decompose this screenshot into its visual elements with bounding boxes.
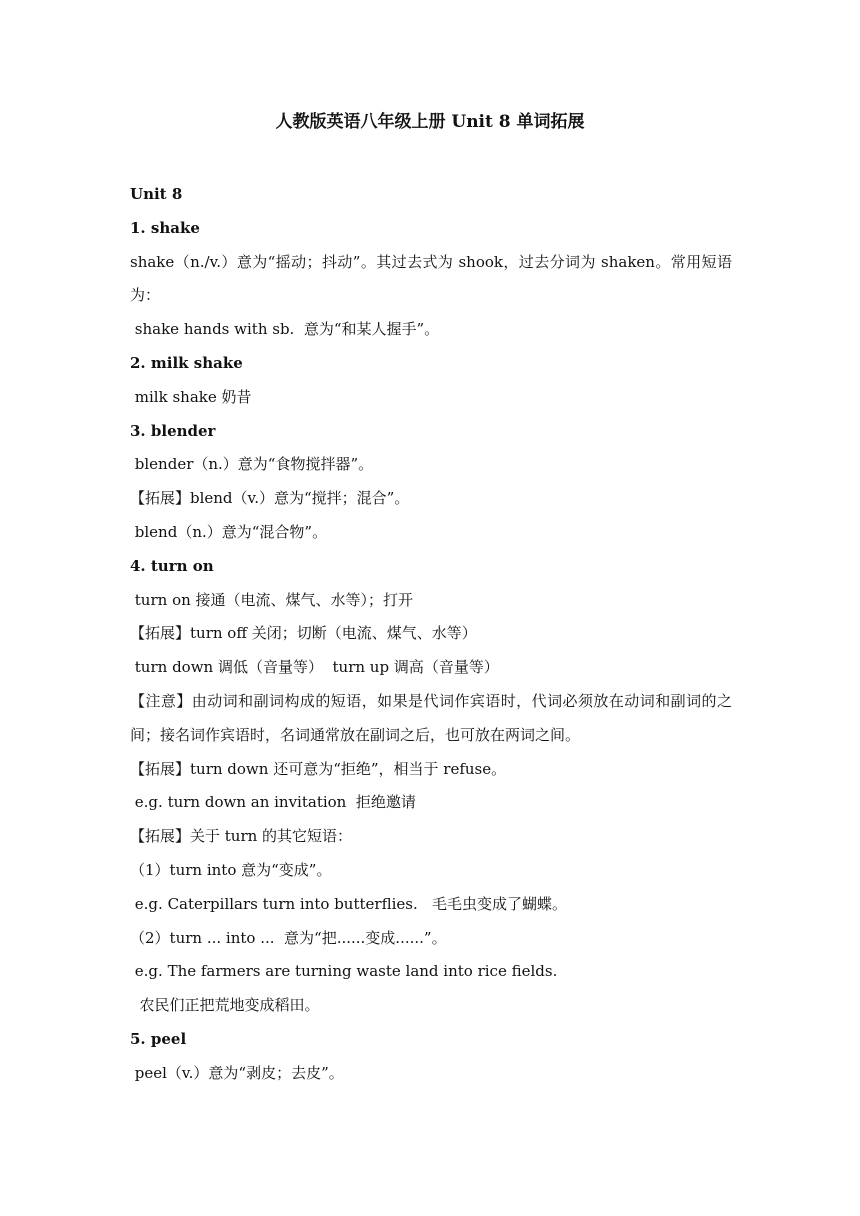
document-body [130, 178, 732, 1091]
text-line: 【拓展】turn down 还可意为“拒绝”，相当于 refuse。 [130, 759, 507, 778]
text-line: peel（v.）意为“剥皮；去皮”。 [130, 1063, 344, 1082]
text-line: 【拓展】blend（v.）意为“搅拌；混合”。 [130, 489, 410, 508]
text-line: 【注意】由动词和副词构成的短语，如果是代词作宾语时，代词必须放在动词和副词的之间；接名词作宾语时，名词通常放在副词之后，也可放在两词之间。 [130, 691, 732, 744]
text-line: turn down 调低（音量等） turn up 调高（音量等） [130, 658, 499, 677]
text-line: （1）turn into 意为“变成”。 [130, 860, 332, 879]
text-line: e.g. Caterpillars turn into butterflies. 毛毛虫变成了蝴蝶。 [130, 894, 568, 913]
section-heading: 5. peel [130, 1029, 187, 1048]
section-heading: Unit 8 [130, 185, 183, 203]
text-line: blender（n.）意为“食物搅拌器”。 [130, 455, 374, 474]
section-heading: 1. shake [130, 218, 200, 237]
text-line: 农民们正把荒地变成稻田。 [130, 996, 320, 1015]
text-line: blend（n.）意为“混合物”。 [130, 522, 328, 541]
text-line: shake hands with sb. 意为“和某人握手”。 [130, 320, 440, 339]
text-line: （2）turn ... into ... 意为“把......变成......”。 [130, 928, 447, 947]
section-heading: 2. milk shake [130, 353, 243, 372]
text-line: e.g. The farmers are turning waste land into rice fields. [130, 962, 558, 981]
text-line: e.g. turn down an invitation 拒绝邀请 [130, 793, 416, 812]
section-heading: 4. turn on [130, 556, 214, 575]
text-line: 【拓展】turn off 关闭；切断（电流、煤气、水等） [130, 624, 477, 643]
text-line: shake（n./v.）意为“摇动；抖动”。其过去式为 shook，过去分词为 shaken。常用短语为： [130, 252, 732, 305]
section-heading: 3. blender [130, 421, 216, 440]
text-line: 【拓展】关于 turn 的其它短语： [130, 827, 353, 846]
text-line: milk shake 奶昔 [130, 387, 252, 406]
document-title: 人教版英语八年级上册 Unit 8 单词拓展 [275, 112, 585, 132]
text-line: turn on 接通（电流、煤气、水等）；打开 [130, 590, 414, 609]
